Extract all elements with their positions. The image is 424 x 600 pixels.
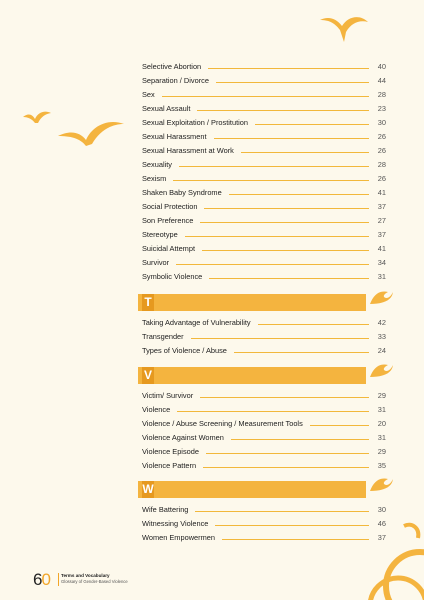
page-number-large [33,571,50,588]
leader-line [241,152,369,153]
list-item [142,443,386,456]
list-item [142,198,386,211]
list-item [142,226,386,239]
page-number: 26 [377,174,386,183]
leader-line [202,250,369,251]
page-number: 31 [377,433,386,442]
page-number: 27 [377,216,386,225]
page-number: 46 [377,519,386,528]
page-digit: 6 [33,570,42,589]
leader-line [177,411,369,412]
leader-line [222,539,369,540]
term: Violence [142,405,171,414]
term: Violence / Abuse Screening / Measurement Tools [142,419,303,428]
page-number: 34 [377,258,386,267]
term: Types of Violence / Abuse [142,346,227,355]
leader-line [176,264,369,265]
list-item [142,314,386,327]
list-item [142,100,386,113]
list-item [142,457,386,470]
term: Symbolic Violence [142,272,203,281]
term: Transgender [142,332,184,341]
page-number: 44 [377,76,386,85]
term: Women Empowermen [142,533,215,542]
page-number: 29 [377,447,386,456]
list-item [142,429,386,442]
page-number: 26 [377,132,386,141]
page-number: 31 [377,272,386,281]
footer-divider [58,573,59,586]
leader-line [203,467,369,468]
leader-line [200,222,369,223]
page-number: 41 [377,244,386,253]
leader-line [204,208,369,209]
page-number: 37 [377,230,386,239]
term: Sexual Harassment [142,132,207,141]
list-item [142,328,386,341]
page-number: 20 [377,419,386,428]
term: Witnessing Violence [142,519,209,528]
list-item [142,170,386,183]
leader-line [197,110,369,111]
leader-line [162,96,369,97]
page-number: 31 [377,405,386,414]
leader-line [234,352,369,353]
term: Suicidal Attempt [142,244,195,253]
leader-line [216,82,369,83]
list-item [142,387,386,400]
list-item [142,415,386,428]
page-number: 30 [377,505,386,514]
leader-line [173,180,369,181]
term: Selective Abortion [142,62,202,71]
leader-line [231,439,369,440]
term: Victim/ Survivor [142,391,194,400]
list-item [142,142,386,155]
footer-title: Terms and Vocabulary [61,573,110,578]
page-number: 29 [377,391,386,400]
page-number: 28 [377,90,386,99]
list-item [142,184,386,197]
term: Sexual Assault [142,104,191,113]
term: Wife Battering [142,505,189,514]
term: Survivor [142,258,170,267]
list-item [142,268,386,281]
page-number: 37 [377,202,386,211]
leader-line [209,278,369,279]
list-item [142,58,386,71]
term: Sexual Exploitation / Prostitution [142,118,248,127]
leader-line [255,124,369,125]
section-header-w [138,481,366,498]
leader-line [208,68,369,69]
leader-line [310,425,369,426]
list-item [142,529,386,542]
leader-line [206,453,369,454]
list-item [142,401,386,414]
term: Violence Against Women [142,433,224,442]
list-item [142,240,386,253]
leader-line [195,511,369,512]
term: Sexual Harassment at Work [142,146,234,155]
leader-line [179,166,369,167]
leader-line [200,397,369,398]
page-number: 23 [377,104,386,113]
list-item [142,72,386,85]
list-item [142,86,386,99]
leader-line [215,525,369,526]
list-item [142,515,386,528]
page-number: 40 [377,62,386,71]
term: Separation / Divorce [142,76,209,85]
page-number: 37 [377,533,386,542]
page-number: 30 [377,118,386,127]
section-header-t [138,294,366,311]
page-number: 28 [377,160,386,169]
page-number: 26 [377,146,386,155]
term: Stereotype [142,230,178,239]
page-digit-accent: 0 [41,570,50,589]
section-letter: V [143,368,152,382]
leader-line [229,194,369,195]
wave-icon [368,361,394,379]
list-item [142,114,386,127]
section-letter: T [142,294,154,311]
section-letter: W [142,482,154,496]
term: Taking Advantage of Vulnerability [142,318,251,327]
page-number: 42 [377,318,386,327]
term: Social Protection [142,202,198,211]
page-number: 33 [377,332,386,341]
term: Violence Episode [142,447,199,456]
leader-line [185,236,369,237]
list-item [142,156,386,169]
term: Sexism [142,174,167,183]
footer-subtitle: Glossary of Gender-Based Violence [61,579,128,584]
page-number: 24 [377,346,386,355]
section-header-v [138,367,366,384]
term: Violence Pattern [142,461,197,470]
list-item [142,501,386,514]
term: Sexuality [142,160,172,169]
page-number: 41 [377,188,386,197]
list-item [142,212,386,225]
leader-line [191,338,369,339]
leader-line [214,138,370,139]
term: Son Preference [142,216,194,225]
leader-line [258,324,369,325]
page-number: 35 [377,461,386,470]
term: Sex [142,90,155,99]
list-item [142,342,386,355]
list-item [142,254,386,267]
list-item [142,128,386,141]
wave-icon [368,475,394,493]
term: Shaken Baby Syndrome [142,188,222,197]
wave-icon [368,288,394,306]
